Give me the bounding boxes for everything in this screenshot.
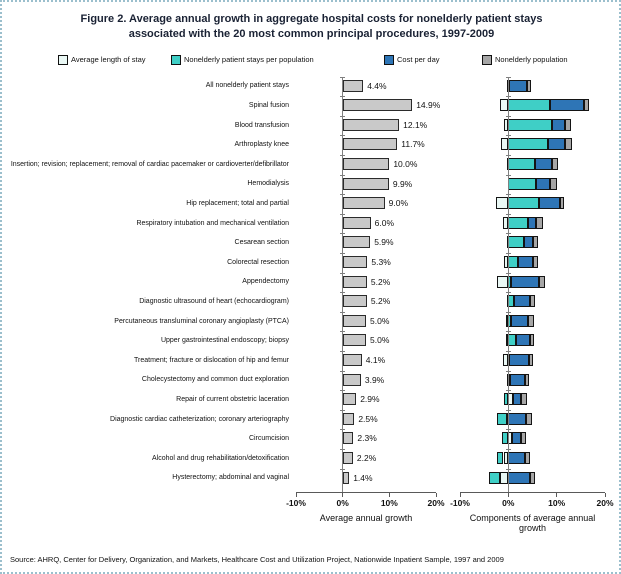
category-tick [340,214,345,215]
category-tick [506,96,511,97]
bar-value-label: 5.2% [370,276,391,287]
left-bar-row [296,233,436,253]
nonelderly-patient-stays-per-population-segment [489,472,501,484]
nonelderly-patient-stays-per-population-segment [497,452,503,464]
stacked-bar-row [460,390,605,410]
axis-tick-label: -10% [286,498,306,509]
stacked-bar-row [460,116,605,136]
left-bar-row [296,116,436,136]
cost-per-day-segment [550,99,584,111]
category-label: Colorectal resection [227,258,289,266]
category-tick [340,116,345,117]
bar-value-label: 9.9% [392,178,413,189]
bar-value-label: 5.9% [374,237,394,248]
growth-bar [343,374,361,386]
stacked-bar-row [460,155,605,175]
category-tick [340,77,345,78]
bar-value-label: 2.2% [356,452,377,463]
stacked-bar-row [460,135,605,155]
category-label: All nonelderly patient stays [205,82,289,90]
legend-item-nonelderly-population [482,55,568,65]
stacked-bar-row [460,331,605,351]
nonelderly-population-segment [560,197,565,209]
category-tick [340,351,345,352]
bar-value-label: 11.7% [401,139,425,150]
category-label: Hemodialysis [247,180,289,188]
left-bar-row [296,96,441,116]
cost-per-day-segment [511,276,539,288]
figure-title-line2: associated with the 20 most common principal procedures, 1997-2009 [128,27,495,40]
left-bar-row [296,449,436,469]
cost-per-day-segment [510,374,525,386]
stacked-bar-row [460,253,605,273]
source-note: Source: AHRQ, Center for Delivery, Organization, and Markets, Healthcare Cost and Utilization Project, Nationwide Inpatient Sample, 1997 and 2009 [10,555,504,564]
category-tick [506,351,511,352]
left-bar-row [296,429,436,449]
growth-bar [343,472,350,484]
stacked-bar-row [460,449,605,469]
legend-label: Nonelderly population [495,55,568,65]
right-x-axis [450,492,614,517]
nonelderly-population-segment [565,138,572,150]
stacked-bar-row [460,469,605,489]
bar-value-label: 10.0% [393,159,418,170]
axis-tick-mark [508,493,509,497]
category-tick [506,371,511,372]
nonelderly-population-segment [526,413,531,425]
legend-item-cost-per-day [384,55,482,65]
stacked-bar-row [460,312,605,332]
axis-tick-label: 10% [380,498,398,509]
left-x-axis-title: Average annual growth [319,513,413,524]
cost-per-day-segment [548,138,565,150]
growth-bar [343,315,366,327]
growth-bar [343,138,398,150]
category-label: Cesarean section [234,239,289,247]
cost-per-day-segment [509,354,528,366]
axis-tick-label: 0% [502,498,515,509]
left-plot-area [296,77,441,488]
category-tick [506,175,511,176]
category-label: Cholecystectomy and common duct exploration [141,376,289,384]
category-label: Blood transfusion [234,121,289,129]
nonelderly-population-segment [528,315,535,327]
nonelderly-patient-stays-per-population-segment [497,413,507,425]
bar-value-label: 3.9% [364,374,385,385]
category-label: Hip replacement; total and partial [186,200,289,208]
legend-item-average-length-of-stay [58,55,171,65]
axis-tick-mark [605,493,606,497]
nonelderly-population-segment [530,472,535,484]
bar-value-label: 2.9% [360,394,380,405]
category-tick [340,135,345,136]
legend-label: Cost per day [397,55,440,65]
stacked-bar-row [460,410,605,430]
category-label: Percutaneous transluminal coronary angioplasty (PTCA) [114,317,289,325]
left-bar-row [296,390,436,410]
growth-bar [343,158,390,170]
growth-bar [343,80,364,92]
category-label: Upper gastrointestinal endoscopy; biopsy [160,337,289,345]
growth-bar [343,452,353,464]
nonelderly-patient-stays-per-population-segment [508,236,524,248]
nonelderly-patient-stays-per-population-segment [508,119,552,131]
growth-bar [343,236,371,248]
stacked-bar-row [460,194,605,214]
left-bar-row [296,469,436,489]
cost-per-day-segment [508,452,525,464]
bar-value-label: 2.5% [358,413,378,424]
category-tick [506,449,511,450]
bar-value-label: 4.4% [367,80,387,91]
category-tick [506,135,511,136]
cost-per-day-segment [511,315,527,327]
axis-tick-mark [296,493,297,497]
left-x-axis [286,492,445,517]
nonelderly-population-segment [527,80,531,92]
category-tick [506,312,511,313]
category-tick [506,77,511,78]
average-length-of-stay-segment [497,276,508,288]
category-tick [340,273,345,274]
category-tick [340,233,345,234]
nonelderly-population-segment [530,334,535,346]
cost-per-day-segment [509,80,526,92]
right-x-axis-title: Components of average annual growth [469,513,596,534]
stacked-bar-row [460,292,605,312]
category-tick [340,469,345,470]
stacked-bar-row [460,351,605,371]
category-tick [506,155,511,156]
nonelderly-population-segment [530,295,535,307]
left-bar-row [296,351,436,371]
growth-bar [343,256,368,268]
left-bar-row [296,135,436,155]
nonelderly-population-segment [533,256,538,268]
bar-value-label: 6.0% [374,217,395,228]
category-axis-labels [8,77,294,533]
cost-per-day-segment [516,334,530,346]
category-tick [506,292,511,293]
category-tick [340,175,345,176]
category-label: Spinal fusion [248,102,289,110]
cost-per-day-segment [536,178,550,190]
stacked-bar-row [460,96,605,116]
nonelderly-population-segment [521,393,526,405]
axis-tick-label: 20% [427,498,445,509]
left-bar-row [296,77,436,97]
category-tick [506,390,511,391]
nonelderly-population-segment [552,158,558,170]
bar-value-label: 5.2% [370,296,391,307]
bar-value-label: 14.9% [416,100,441,111]
nonelderly-patient-stays-per-population-segment [508,138,548,150]
cost-per-day-segment [552,119,565,131]
category-tick [506,194,511,195]
category-tick [340,429,345,430]
nonelderly-population-segment [525,374,529,386]
nonelderly-population-segment [529,354,534,366]
axis-tick-mark [460,493,461,497]
legend-swatch-icon [384,55,394,65]
category-tick [340,449,345,450]
axis-tick-mark [436,493,437,497]
left-bar-row [296,410,436,430]
category-tick [340,390,345,391]
nonelderly-patient-stays-per-population-segment [508,197,538,209]
cost-per-day-segment [508,472,530,484]
left-bar-row [296,292,436,312]
growth-bar [343,276,367,288]
nonelderly-population-segment [533,236,538,248]
nonelderly-patient-stays-per-population-segment [508,256,518,268]
growth-bar [343,354,362,366]
bar-value-label: 5.3% [371,257,391,268]
nonelderly-patient-stays-per-population-segment [508,99,550,111]
left-bar-row [296,312,436,332]
axis-tick-label: -10% [450,498,470,509]
nonelderly-patient-stays-per-population-segment [508,334,516,346]
stacked-bar-row [460,175,605,195]
category-label: Alcohol and drug rehabilitation/detoxification [152,454,289,462]
panel-growth-components [450,77,614,534]
growth-bar [343,119,399,131]
category-tick [340,292,345,293]
category-tick [340,253,345,254]
left-bar-row [296,371,436,391]
legend-swatch-icon [171,55,181,65]
axis-tick-mark [342,493,343,497]
cost-per-day-segment [539,197,560,209]
category-tick [506,233,511,234]
category-label: Insertion; revision; replacement; removal of cardiac pacemaker or cardioverter/defibrillator [10,160,289,168]
category-tick [506,331,511,332]
panel-average-annual-growth [286,77,445,533]
category-tick [506,410,511,411]
category-tick [340,155,345,156]
growth-bar [343,178,389,190]
nonelderly-population-segment [521,432,526,444]
category-tick [340,96,345,97]
figure-title-line1: Figure 2. Average annual growth in aggregate hospital costs for nonelderly patient stays [80,13,543,25]
bar-value-label: 5.0% [370,335,390,346]
category-label: Diagnostic cardiac catheterization; coronary arteriography [110,415,289,423]
cost-per-day-segment [508,413,526,425]
category-tick [506,273,511,274]
axis-tick-label: 0% [336,498,349,509]
growth-bar [343,413,355,425]
stacked-bar-row [460,233,605,253]
category-tick [340,331,345,332]
legend [58,55,615,65]
growth-bar [343,393,357,405]
category-label: Arthroplasty knee [234,141,289,149]
nonelderly-population-segment [550,178,557,190]
figure-title [8,12,615,42]
growth-bar [343,197,385,209]
category-tick [340,312,345,313]
bar-value-label: 5.0% [370,315,390,326]
left-bar-row [296,273,436,293]
category-label: Respiratory intubation and mechanical ventilation [136,219,289,227]
legend-label: Average length of stay [71,55,146,65]
growth-bar [343,432,354,444]
category-label: Treatment; fracture or dislocation of hip and femur [134,356,289,364]
left-bar-row [296,194,436,214]
nonelderly-patient-stays-per-population-segment [508,217,527,229]
stacked-bar-row [460,273,605,293]
left-bar-row [296,155,436,175]
bar-value-label: 12.1% [403,119,428,130]
category-tick [340,410,345,411]
category-tick [506,214,511,215]
nonelderly-population-segment [539,276,545,288]
bar-value-label: 9.0% [388,198,409,209]
bar-value-label: 1.4% [353,472,373,483]
left-bar-row [296,214,436,234]
category-tick [506,429,511,430]
chart-area [8,77,615,533]
cost-per-day-segment [512,432,521,444]
growth-bar [343,334,366,346]
category-label: Diagnostic ultrasound of heart (echocardiogram) [139,297,289,305]
axis-tick-mark [556,493,557,497]
right-plot-area [460,77,605,488]
nonelderly-population-segment [525,452,530,464]
category-tick [340,194,345,195]
category-tick [506,116,511,117]
category-tick [506,253,511,254]
legend-swatch-icon [58,55,68,65]
cost-per-day-segment [513,393,521,405]
cost-per-day-segment [535,158,551,170]
nonelderly-patient-stays-per-population-segment [508,158,535,170]
category-tick [506,469,511,470]
category-label: Repair of current obstetric laceration [176,395,289,403]
nonelderly-population-segment [584,99,589,111]
stacked-bar-row [460,429,605,449]
axis-tick-label: 10% [548,498,566,509]
category-label: Hysterectomy; abdominal and vaginal [172,474,289,482]
cost-per-day-segment [528,217,536,229]
legend-item-nonelderly-patient-stays-per-population [171,55,384,65]
axis-tick-mark [389,493,390,497]
axis-tick-label: 20% [596,498,614,509]
growth-bar [343,217,371,229]
cost-per-day-segment [518,256,533,268]
legend-swatch-icon [482,55,492,65]
nonelderly-population-segment [565,119,571,131]
nonelderly-population-segment [536,217,543,229]
cost-per-day-segment [514,295,530,307]
left-bar-row [296,331,436,351]
stacked-bar-row [460,214,605,234]
left-bar-row [296,175,436,195]
growth-bar [343,99,413,111]
stacked-bar-row [460,371,605,391]
cost-per-day-segment [524,236,533,248]
legend-label: Nonelderly patient stays per population [184,55,314,65]
category-label: Circumcision [248,435,289,443]
left-bar-row [296,253,436,273]
bar-value-label: 2.3% [357,433,377,444]
growth-bar [343,295,367,307]
nonelderly-patient-stays-per-population-segment [508,178,536,190]
category-label: Appendectomy [242,278,289,286]
bar-value-label: 4.1% [365,355,386,365]
category-tick [340,371,345,372]
average-length-of-stay-segment [496,197,509,209]
stacked-bar-row [460,77,605,97]
